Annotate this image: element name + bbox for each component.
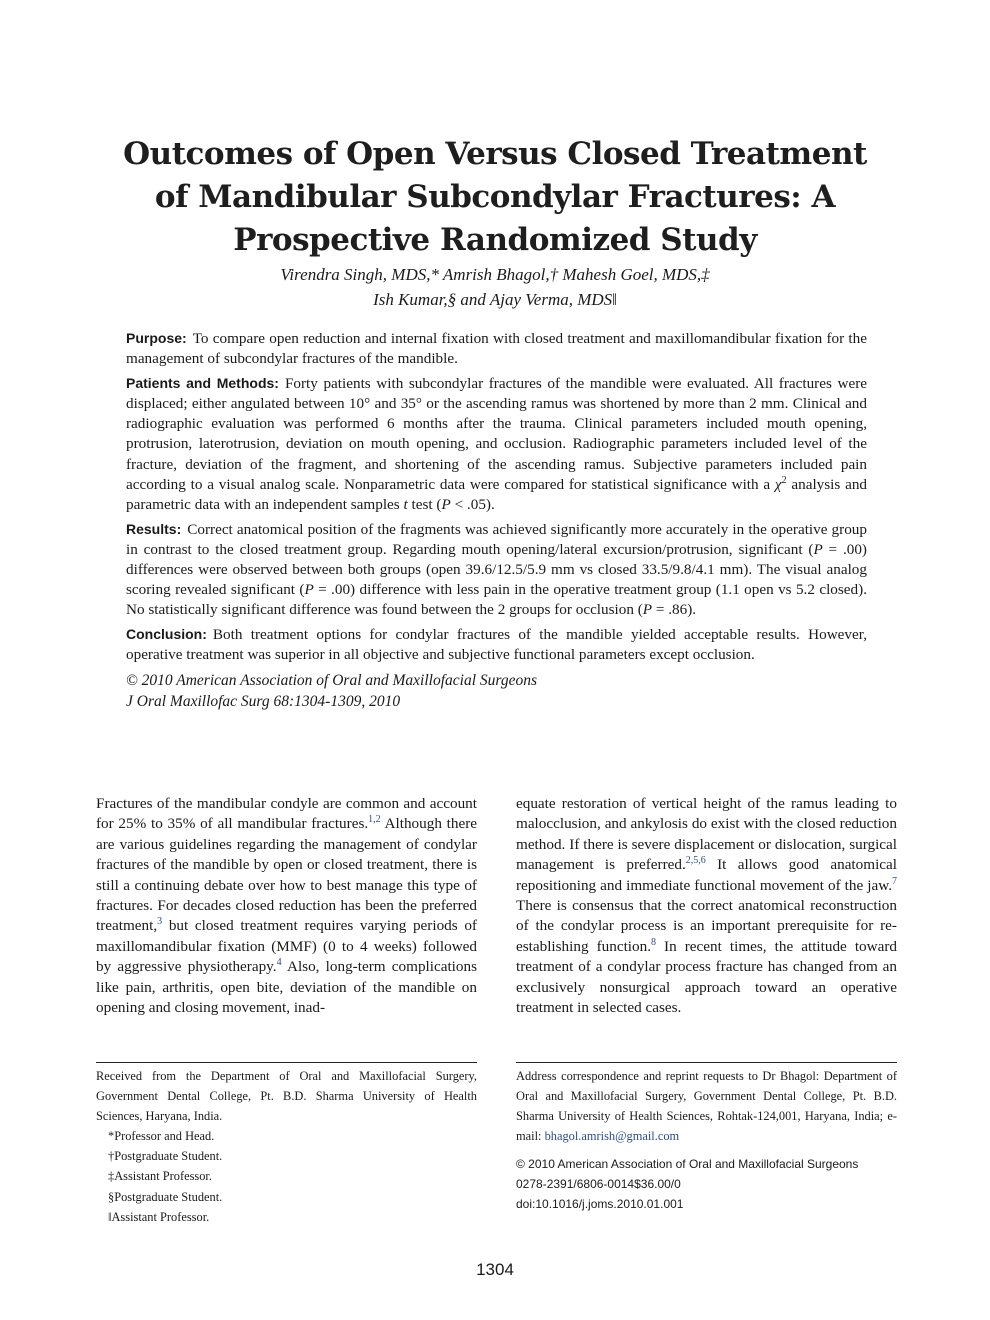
reference-link[interactable]: 3 bbox=[157, 916, 163, 928]
doi-link[interactable]: doi:10.1016/j.joms.2010.01.001 bbox=[516, 1197, 684, 1212]
email-link[interactable]: bhagol.amrish@gmail.com bbox=[544, 1129, 680, 1144]
role-footnote: ‡Assistant Professor. bbox=[108, 1169, 212, 1184]
page-number: 1304 bbox=[476, 1260, 514, 1279]
results-label: Results: bbox=[126, 520, 182, 537]
author-list bbox=[120, 262, 870, 312]
author-line-2: Ish Kumar,§ and Ajay Verma, MDS‖ bbox=[373, 290, 617, 309]
reference-link[interactable]: 4 bbox=[276, 957, 282, 969]
methods-label: Patients and Methods: bbox=[126, 375, 279, 392]
conclusion-label: Conclusion: bbox=[126, 626, 207, 643]
abstract-purpose: Purpose: To compare open reduction and internal fixation with closed treatment and maxillomandibular fixation for the management of subcondylar fractures of the mandible. bbox=[126, 330, 867, 368]
body-column-right: equate restoration of vertical height of the ramus leading to malocclusion, and ankylosis do exist with the closed reduction method. If there is severe displacement or dislocation, surgical management is preferred.$^{2,5,6}$ It allows good anatomical repositioning and immediate functional movement of the jaw.$^7$ There is consensus that the correct anatomical reconstruction of the condylar process is an important prerequisite for re-establishing function.$^8$ In recent times, the attitude toward treatment of a condylar process fracture has changed from an exclusively nonsurgical approach toward an operative treatment in selected cases. bbox=[516, 795, 897, 1017]
reference-link[interactable]: 1,2 bbox=[368, 814, 381, 826]
footnote-divider-right bbox=[516, 1062, 897, 1063]
role-footnote: ‖Assistant Professor. bbox=[108, 1209, 210, 1224]
journal-citation: J Oral Maxillofac Surg 68:1304-1309, 2010 bbox=[126, 692, 401, 710]
publisher-copyright: © 2010 American Association of Oral and Maxillofacial Surgeons bbox=[516, 1157, 859, 1171]
received-from: Received from the Department of Oral and Maxillofacial Surgery, Government Dental College, Pt. B.D. Sharma University of Health Sciences, Haryana, India. bbox=[96, 1069, 477, 1124]
footnote-divider-left bbox=[96, 1062, 477, 1063]
abstract-copyright: © 2010 American Association of Oral and Maxillofacial Surgeons bbox=[126, 671, 538, 689]
affiliation-footnotes bbox=[96, 1066, 477, 1227]
publication-info bbox=[516, 1154, 897, 1214]
reference-link[interactable]: 8 bbox=[651, 936, 657, 948]
purpose-label: Purpose: bbox=[126, 330, 187, 346]
author-line-1: Virendra Singh, MDS,* Amrish Bhagol,† Mahesh Goel, MDS,‡ bbox=[280, 265, 710, 284]
article-title: Outcomes of Open Versus Closed Treatment of Mandibular Subcondylar Fractures: A Prospective Randomized Study bbox=[123, 135, 867, 258]
abstract bbox=[126, 328, 867, 712]
abstract-conclusion: Conclusion: Both treatment options for condylar fractures of the mandible yielded acceptable results. However, operative treatment was superior in all objective and subjective functional parameters except occlusion. bbox=[126, 626, 867, 664]
issn: 0278-2391/6806-0014$36.00/0 bbox=[516, 1177, 681, 1192]
role-footnote: †Postgraduate Student. bbox=[108, 1149, 223, 1164]
abstract-methods: Patients and Methods: Forty patients with subcondylar fractures of the mandible were evaluated. All fractures were displaced; either angulated between 10° and 35° or the ascending ramus was shortened by more than 2 mm. Clinical and radiographic evaluation was performed 6 months after the trauma. Clinical parameters included mouth opening, protrusion, laterotrusion, deviation on mouth opening, and occlusion. Radiographic parameters included level of the fracture, deviation of the fragment, and shortening of the ascending ramus. Subjective parameters included pain according to a visual analog scale. Nonparametric data were compared for statistical significance with a $\chi^2$ analysis and parametric data with an independent samples t test (P < .05). bbox=[126, 375, 868, 513]
correspondence-footnote: Address correspondence and reprint requests to Dr Bhagol: Department of Oral and Maxillofacial Surgery, Government Dental College, Pt. B.D. Sharma University of Health Sciences, Rohtak-124,001, Haryana, India; e-mail: bhagol.amrish@gmail.com bbox=[516, 1069, 897, 1144]
reference-link[interactable]: 7 bbox=[892, 875, 897, 887]
role-footnote: *Professor and Head. bbox=[108, 1129, 215, 1144]
reference-link[interactable]: 2,5,6 bbox=[685, 855, 706, 867]
body-column-left: Fractures of the mandibular condyle are common and account for 25% to 35% of all mandibular fractures.$^{1,2}$ Although there are various guidelines regarding the management of condylar fractures of the mandible by open or closed treatment, there is still a continuing debate over how to best manage this type of fractures. For decades closed reduction has been the preferred treatment,$^3$ but closed treatment requires varying periods of maxillomandibular fixation (MMF) (0 to 4 weeks) followed by aggressive physiotherapy.$^4$ Also, long-term complications like pain, arthritis, open bite, deviation of the mandible on opening and closing movement, inad- bbox=[96, 795, 478, 1017]
abstract-results: Results: Correct anatomical position of the fragments was achieved significantly more accurately in the operative group in contrast to the closed treatment group. Regarding mouth opening/lateral excursion/protrusion, significant (P = .00) differences were observed between both groups (open 39.6/12.5/5.9 mm vs closed 33.5/9.8/4.1 mm). The visual analog scoring revealed significant (P = .00) difference with less pain in the operative treatment group (1.1 open vs 5.2 closed). No statistically significant difference was found between the 2 groups for occlusion (P = .86). bbox=[126, 520, 867, 619]
role-footnote: §Postgraduate Student. bbox=[108, 1189, 223, 1204]
